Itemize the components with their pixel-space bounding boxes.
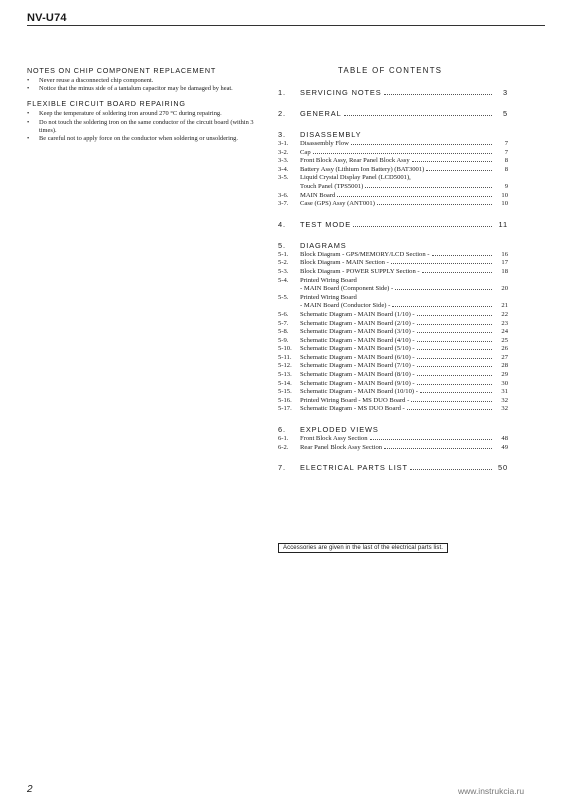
toc-entry[interactable]: 3-7. Case (GPS) Assy (ANT001) 10 — [278, 200, 508, 208]
toc-entry[interactable]: - MAIN Board (Conductor Side) - 21 — [300, 302, 508, 310]
toc-entry[interactable]: 3-5. Liquid Crystal Display Panel (LCD5001), — [278, 174, 411, 182]
toc-entry[interactable]: 3-3. Front Block Assy, Rear Panel Block Assy 8 — [278, 157, 508, 165]
toc-entry[interactable]: 5-8. Schematic Diagram - MAIN Board (3/10) - 24 — [278, 328, 508, 336]
chip-notes-heading: NOTES ON CHIP COMPONENT REPLACEMENT — [27, 66, 217, 75]
toc-entry[interactable]: 3-2. Cap 7 — [278, 148, 508, 156]
chip-note-item: • Never reuse a disconnected chip component. — [27, 77, 154, 84]
toc-entry[interactable]: 3-6. MAIN Board 10 — [278, 191, 508, 199]
notes-column — [27, 66, 265, 143]
toc-section-exploded-views[interactable]: 6. EXPLODED VIEWS — [278, 425, 379, 435]
flex-note-item: • Be careful not to apply force on the conductor when soldering or unsoldering. — [27, 135, 238, 143]
flex-note-item: • Do not touch the soldering iron on the same conductor of the circuit board (within 3 times). — [27, 118, 254, 134]
toc-section-electrical-parts-list[interactable]: 7. ELECTRICAL PARTS LIST 50 — [278, 463, 508, 473]
toc-entry[interactable]: 5-6. Schematic Diagram - MAIN Board (1/10) - 22 — [278, 310, 508, 318]
toc-entry[interactable]: 6-1. Front Block Assy Section 48 — [278, 435, 508, 443]
toc-section-test-mode[interactable]: 4. TEST MODE 11 — [278, 219, 508, 229]
toc-entry[interactable]: 5-7. Schematic Diagram - MAIN Board (2/10) - 23 — [278, 319, 508, 327]
toc-entry[interactable]: 5-11. Schematic Diagram - MAIN Board (6/10) - 27 — [278, 353, 508, 361]
toc-entry[interactable]: 5-10. Schematic Diagram - MAIN Board (5/10) - 26 — [278, 345, 508, 353]
toc-entry[interactable]: 5-5. Printed Wiring Board — [278, 293, 357, 301]
flex-notes-heading: FLEXIBLE CIRCUIT BOARD REPAIRING — [27, 99, 186, 109]
header-rule — [27, 25, 545, 26]
toc-entry[interactable]: 5-12. Schematic Diagram - MAIN Board (7/10) - 28 — [278, 362, 508, 370]
toc-entry[interactable]: - MAIN Board (Component Side) - 20 — [300, 285, 508, 293]
toc-entry[interactable]: 3-4. Battery Assy (Lithium Ion Battery) (BAT3001) 8 — [278, 165, 508, 173]
toc-entry[interactable]: 5-15. Schematic Diagram - MAIN Board (10/10) - 31 — [278, 388, 508, 396]
table-of-contents — [278, 88, 508, 473]
toc-section-disassembly[interactable]: 3. DISASSEMBLY — [278, 130, 362, 139]
toc-entry[interactable]: 5-3. Block Diagram - POWER SUPPLY Section - 18 — [278, 267, 508, 275]
toc-entry[interactable]: 5-1. Block Diagram - GPS/MEMORY/LCD Section - 16 — [278, 250, 508, 258]
toc-entry[interactable]: 5-16. Printed Wiring Board - MS DUO Board - 32 — [278, 396, 508, 404]
toc-section-general[interactable]: 2. GENERAL 5 — [278, 109, 508, 118]
flex-note-item: • Keep the temperature of soldering iron around 270 °C during repairing. — [27, 110, 222, 118]
toc-entry[interactable]: 5-17. Schematic Diagram - MS DUO Board - 32 — [278, 405, 508, 413]
toc-section-diagrams[interactable]: 5. DIAGRAMS — [278, 240, 347, 250]
model-title: NV-U74 — [27, 12, 67, 24]
toc-entry[interactable]: Touch Panel (TPS5001) 9 — [300, 182, 508, 190]
watermark: www.instrukcia.ru — [458, 786, 525, 796]
chip-note-item: • Notice that the minus side of a tantalum capacitor may be damaged by heat. — [27, 85, 233, 93]
toc-entry[interactable]: 6-2. Rear Panel Block Assy Section 49 — [278, 443, 508, 451]
toc-entry[interactable]: 5-13. Schematic Diagram - MAIN Board (8/10) - 29 — [278, 371, 508, 379]
accessories-note: Accessories are given in the last of the electrical parts list. — [278, 543, 448, 553]
toc-entry[interactable]: 5-14. Schematic Diagram - MAIN Board (9/10) - 30 — [278, 379, 508, 387]
toc-entry[interactable]: 3-1. Disassembly Flow 7 — [278, 140, 508, 147]
page-number: 2 — [27, 784, 33, 795]
toc-title: TABLE OF CONTENTS — [338, 66, 443, 75]
toc-section-servicing-notes[interactable]: 1. SERVICING NOTES 3 — [278, 88, 508, 97]
toc-entry[interactable]: 5-4. Printed Wiring Board — [278, 276, 357, 284]
toc-entry[interactable]: 5-2. Block Diagram - MAIN Section - 17 — [278, 259, 508, 267]
toc-entry[interactable]: 5-9. Schematic Diagram - MAIN Board (4/10) - 25 — [278, 336, 508, 344]
